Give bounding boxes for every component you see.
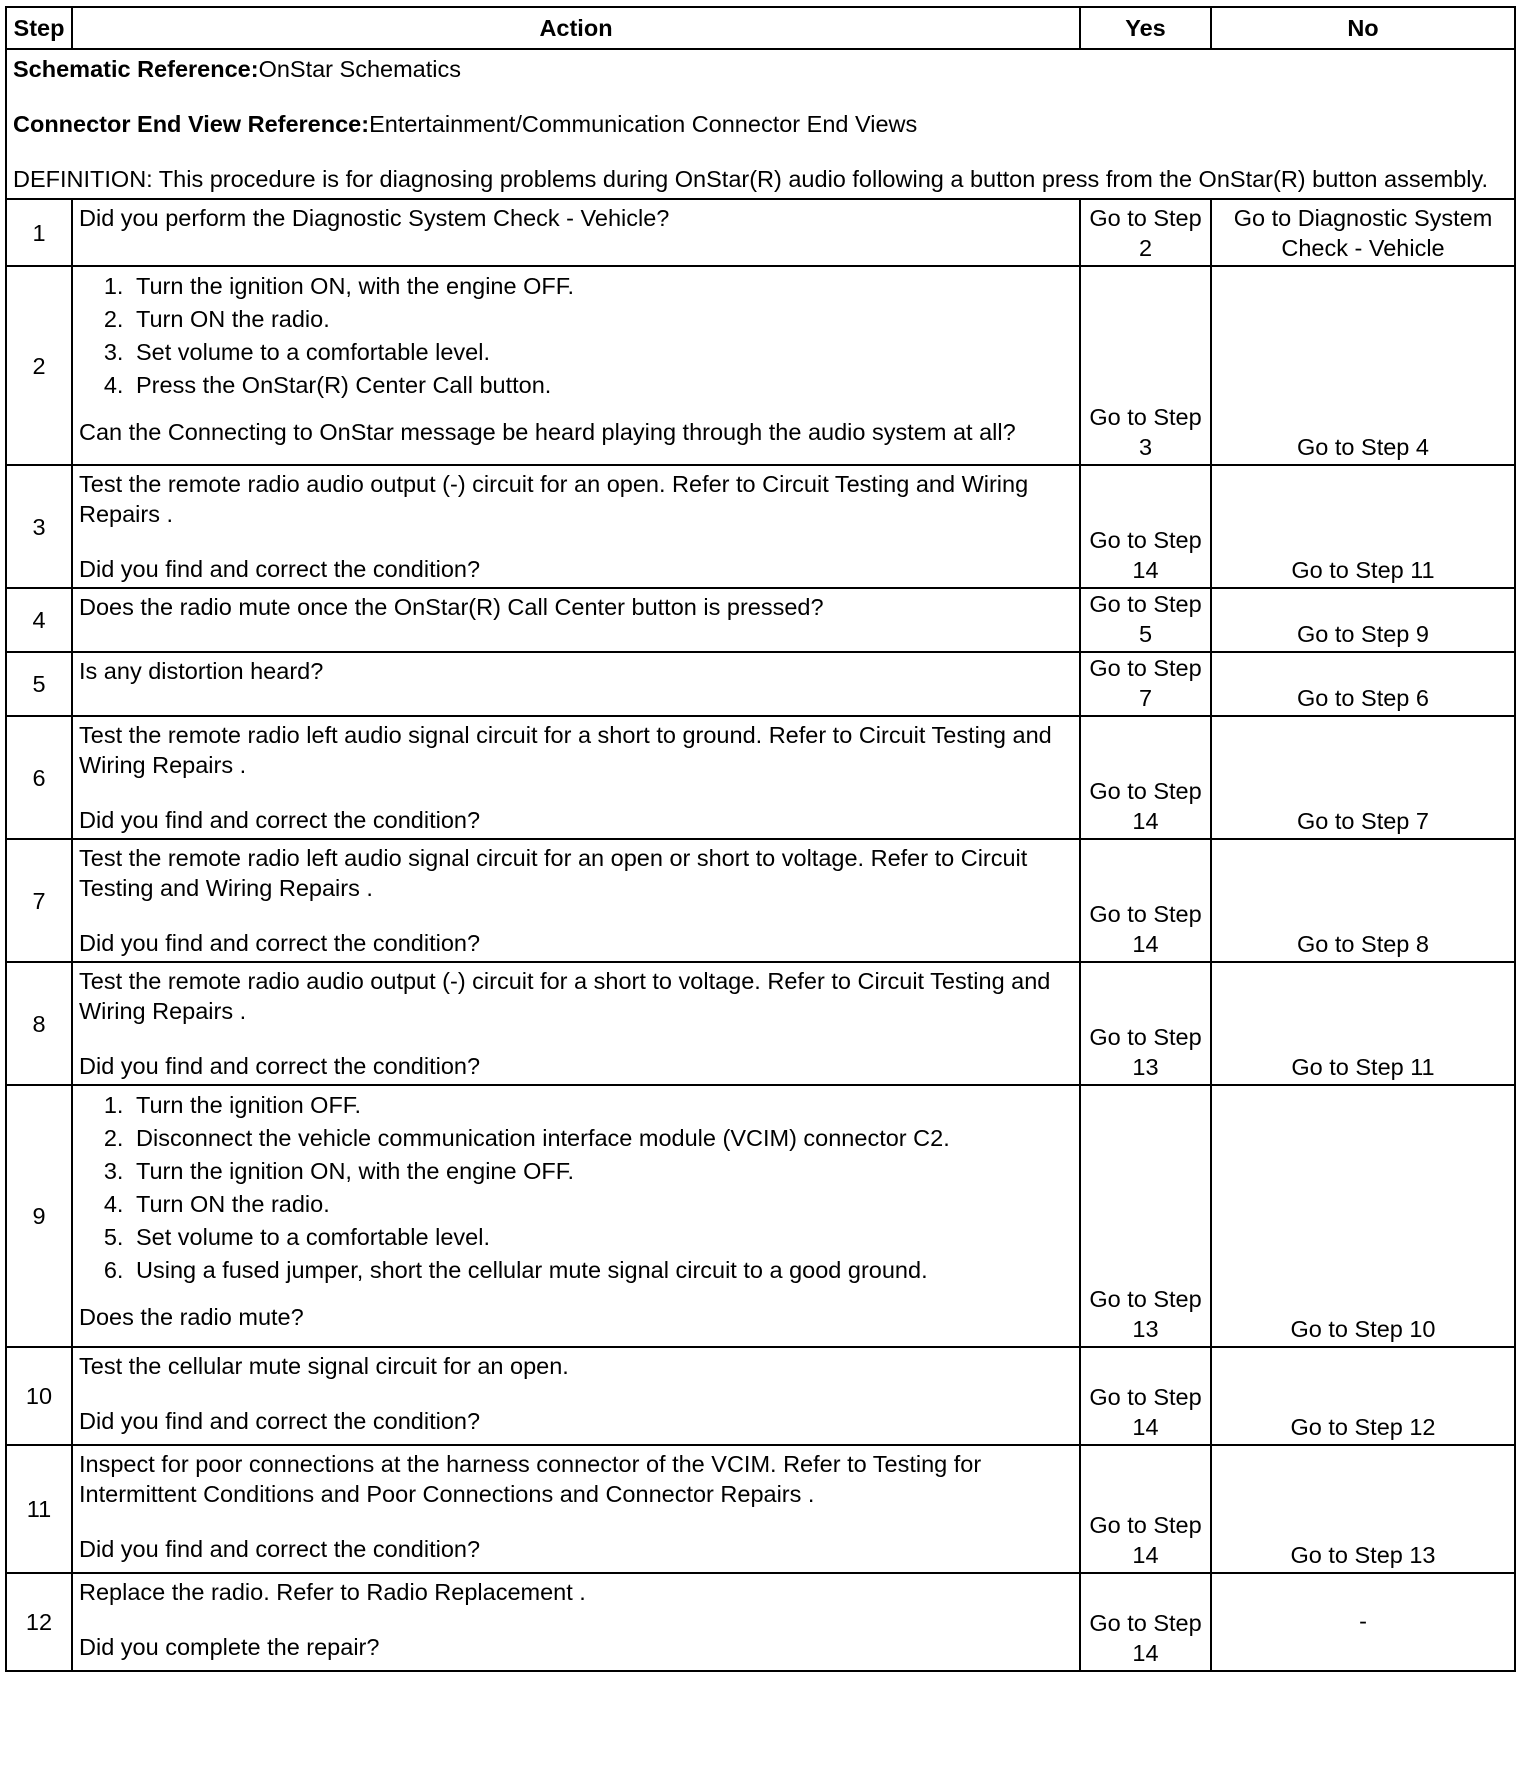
- action-question: Did you find and correct the condition?: [79, 1536, 481, 1562]
- step-number: 5: [6, 652, 72, 716]
- step-no[interactable]: Go to Step 11: [1211, 465, 1515, 588]
- diagnostic-table: [5, 6, 1516, 1672]
- action-text: Test the remote radio audio output (-) circuit for an open. Refer to Circuit Testing and Wiring Repairs .: [79, 471, 1029, 527]
- table-row: [6, 652, 1515, 716]
- table-row: [6, 839, 1515, 962]
- step-number: 3: [6, 465, 72, 588]
- action-text: Does the radio mute once the OnStar(R) Call Center button is pressed?: [79, 594, 824, 620]
- list-item: 2. Turn ON the radio.: [130, 303, 1073, 336]
- step-no[interactable]: Go to Step 6: [1211, 652, 1515, 716]
- step-number: 6: [6, 716, 72, 839]
- action-question: Did you find and correct the condition?: [79, 1053, 481, 1079]
- header-step: Step: [6, 7, 72, 49]
- list-item: 6. Using a fused jumper, short the cellular mute signal circuit to a good ground.: [130, 1254, 1073, 1287]
- table-header-row: [6, 7, 1515, 49]
- diagnostic-procedure-document: [5, 6, 1514, 1672]
- step-action: [72, 266, 1080, 465]
- step-yes[interactable]: Go to Step 13: [1080, 962, 1211, 1085]
- step-no[interactable]: Go to Diagnostic System Check - Vehicle: [1211, 199, 1515, 266]
- step-number: 4: [6, 588, 72, 652]
- list-item: 3. Turn the ignition ON, with the engine OFF.: [130, 1155, 1073, 1188]
- action-question: Did you find and correct the condition?: [79, 556, 481, 582]
- step-action: [72, 962, 1080, 1085]
- step-no[interactable]: Go to Step 8: [1211, 839, 1515, 962]
- action-question: Did you find and correct the condition?: [79, 807, 481, 833]
- list-item: 2. Disconnect the vehicle communication interface module (VCIM) connector C2.: [130, 1122, 1073, 1155]
- step-no[interactable]: Go to Step 4: [1211, 266, 1515, 465]
- step-yes[interactable]: Go to Step 14: [1080, 839, 1211, 962]
- action-text: Did you perform the Diagnostic System Check - Vehicle?: [79, 205, 670, 231]
- step-action: [72, 465, 1080, 588]
- action-question: Did you find and correct the condition?: [79, 1408, 481, 1434]
- action-text: Replace the radio. Refer to Radio Replacement .: [79, 1579, 586, 1605]
- table-row: [6, 266, 1515, 465]
- connector-reference: [13, 109, 1508, 139]
- list-item: 5. Set volume to a comfortable level.: [130, 1221, 1073, 1254]
- list-item: 1. Turn the ignition ON, with the engine OFF.: [130, 270, 1073, 303]
- step-yes[interactable]: Go to Step 7: [1080, 652, 1211, 716]
- connector-reference-label: Connector End View Reference:: [13, 111, 370, 137]
- table-row: [6, 962, 1515, 1085]
- table-row: [6, 1347, 1515, 1445]
- header-yes: Yes: [1080, 7, 1211, 49]
- step-yes[interactable]: Go to Step 13: [1080, 1085, 1211, 1347]
- step-action: [72, 588, 1080, 652]
- step-instructions-list: [79, 1089, 1073, 1287]
- action-text: Inspect for poor connections at the harness connector of the VCIM. Refer to Testing for Intermittent Conditions and Poor Connections and Connector Repairs .: [79, 1451, 982, 1507]
- step-number: 7: [6, 839, 72, 962]
- step-no[interactable]: Go to Step 12: [1211, 1347, 1515, 1445]
- step-action: [72, 1573, 1080, 1671]
- step-action: [72, 716, 1080, 839]
- schematic-reference-link[interactable]: OnStar Schematics: [258, 56, 461, 82]
- list-item: 1. Turn the ignition OFF.: [130, 1089, 1073, 1122]
- action-question: Did you find and correct the condition?: [79, 930, 481, 956]
- table-row: [6, 1085, 1515, 1347]
- table-row: [6, 716, 1515, 839]
- step-no[interactable]: Go to Step 10: [1211, 1085, 1515, 1347]
- step-yes[interactable]: Go to Step 2: [1080, 199, 1211, 266]
- step-no[interactable]: Go to Step 9: [1211, 588, 1515, 652]
- step-number: 9: [6, 1085, 72, 1347]
- step-yes[interactable]: Go to Step 14: [1080, 1347, 1211, 1445]
- step-yes[interactable]: Go to Step 14: [1080, 1573, 1211, 1671]
- step-no[interactable]: Go to Step 11: [1211, 962, 1515, 1085]
- step-action: [72, 652, 1080, 716]
- list-item: 4. Turn ON the radio.: [130, 1188, 1073, 1221]
- step-no[interactable]: Go to Step 13: [1211, 1445, 1515, 1573]
- table-row: [6, 1445, 1515, 1573]
- step-instructions-list: [79, 270, 1073, 402]
- table-row: [6, 588, 1515, 652]
- step-action: [72, 839, 1080, 962]
- step-no: -: [1211, 1573, 1515, 1671]
- step-yes[interactable]: Go to Step 3: [1080, 266, 1211, 465]
- step-number: 12: [6, 1573, 72, 1671]
- step-number: 10: [6, 1347, 72, 1445]
- connector-reference-link[interactable]: Entertainment/Communication Connector End Views: [369, 111, 918, 137]
- list-item: 3. Set volume to a comfortable level.: [130, 336, 1073, 369]
- step-yes[interactable]: Go to Step 5: [1080, 588, 1211, 652]
- action-question: Can the Connecting to OnStar message be heard playing through the audio system at all?: [79, 419, 1016, 445]
- schematic-reference: [13, 54, 1508, 84]
- table-row: [6, 465, 1515, 588]
- action-text: Test the remote radio left audio signal circuit for an open or short to voltage. Refer to Circuit Testing and Wiring Repairs .: [79, 845, 1028, 901]
- step-action: [72, 199, 1080, 266]
- header-no: No: [1211, 7, 1515, 49]
- step-action: [72, 1347, 1080, 1445]
- step-number: 1: [6, 199, 72, 266]
- step-yes[interactable]: Go to Step 14: [1080, 716, 1211, 839]
- step-action: [72, 1445, 1080, 1573]
- header-action: Action: [72, 7, 1080, 49]
- reference-row: [6, 49, 1515, 199]
- schematic-reference-label: Schematic Reference:: [13, 56, 259, 82]
- step-action: [72, 1085, 1080, 1347]
- step-number: 11: [6, 1445, 72, 1573]
- list-item: 4. Press the OnStar(R) Center Call button.: [130, 369, 1073, 402]
- action-question: Did you complete the repair?: [79, 1634, 380, 1660]
- action-text: Test the remote radio audio output (-) circuit for a short to voltage. Refer to Circuit Testing and Wiring Repairs .: [79, 968, 1051, 1024]
- action-question: Does the radio mute?: [79, 1304, 304, 1330]
- action-text: Is any distortion heard?: [79, 658, 324, 684]
- action-text: Test the cellular mute signal circuit for an open.: [79, 1353, 569, 1379]
- reference-cell: [6, 49, 1515, 199]
- table-row: [6, 1573, 1515, 1671]
- step-yes[interactable]: Go to Step 14: [1080, 1445, 1211, 1573]
- table-row: [6, 199, 1515, 266]
- step-number: 2: [6, 266, 72, 465]
- definition-text: DEFINITION: This procedure is for diagnosing problems during OnStar(R) audio following a button press from the OnStar(R) button assembly.: [13, 166, 1489, 192]
- action-text: Test the remote radio left audio signal circuit for a short to ground. Refer to Circuit Testing and Wiring Repairs .: [79, 722, 1052, 778]
- step-no[interactable]: Go to Step 7: [1211, 716, 1515, 839]
- step-yes[interactable]: Go to Step 14: [1080, 465, 1211, 588]
- step-number: 8: [6, 962, 72, 1085]
